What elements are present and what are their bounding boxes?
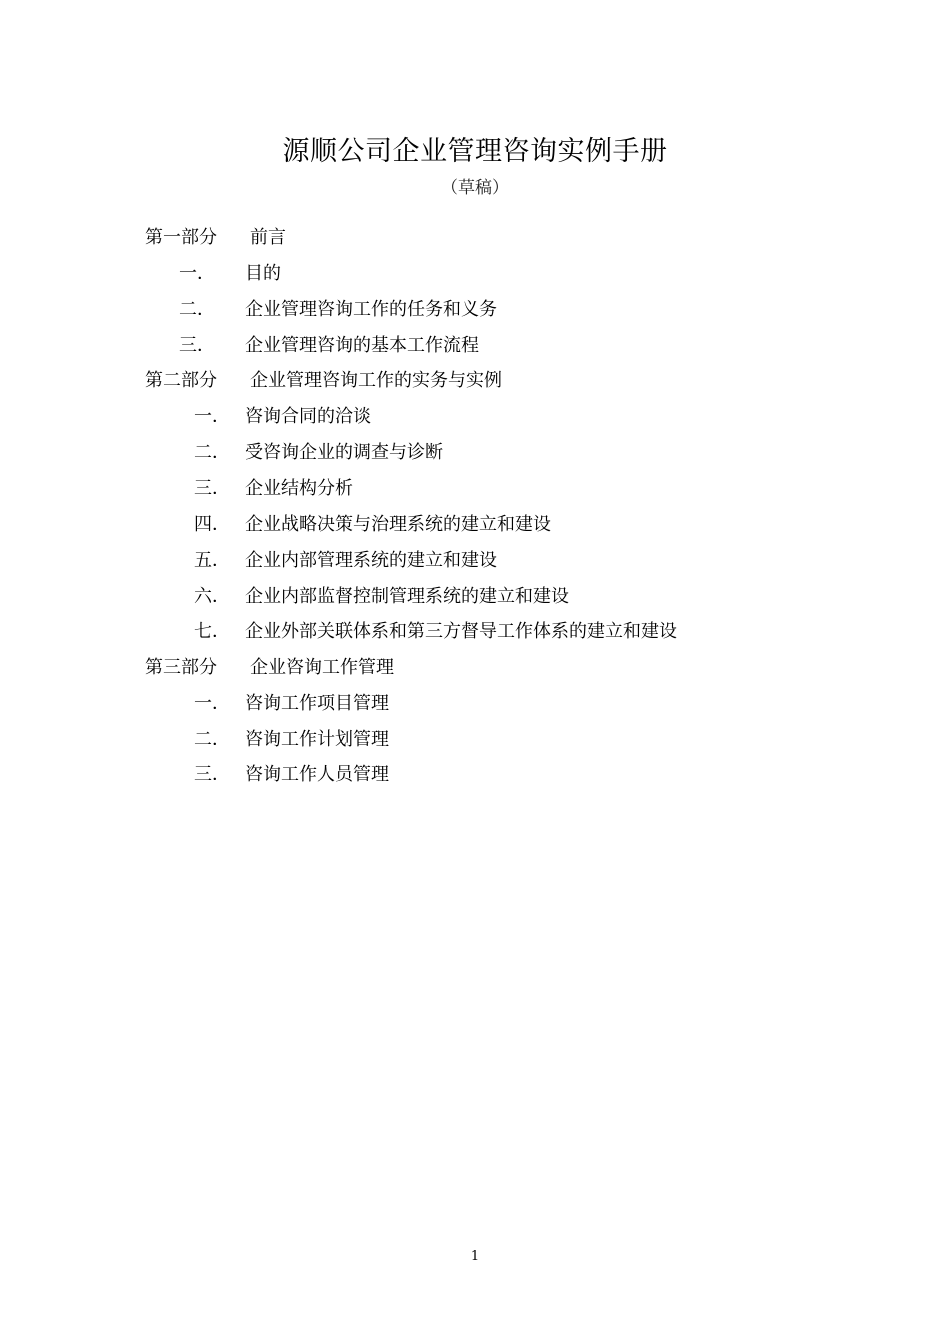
toc-part-title: 企业咨询工作管理 bbox=[250, 657, 394, 678]
document-title: 源顺公司企业管理咨询实例手册 bbox=[282, 136, 668, 167]
toc-part-title: 前言 bbox=[250, 227, 286, 248]
toc-item-number: 一． bbox=[194, 693, 230, 714]
toc-item-number: 三． bbox=[194, 764, 230, 785]
toc-item bbox=[0, 762, 950, 788]
toc-item-text: 受咨询企业的调查与诊断 bbox=[245, 442, 443, 463]
toc-item bbox=[0, 691, 950, 717]
toc-item-text: 企业战略决策与治理系统的建立和建设 bbox=[245, 514, 551, 535]
toc-item bbox=[0, 548, 950, 574]
toc-item-text: 企业结构分析 bbox=[245, 478, 353, 499]
toc-part-label: 第二部分 bbox=[145, 370, 217, 391]
toc-item-text: 企业外部关联体系和第三方督导工作体系的建立和建设 bbox=[245, 621, 677, 642]
toc-item bbox=[0, 440, 950, 466]
toc-item-text: 咨询工作计划管理 bbox=[245, 729, 389, 750]
toc-part-3 bbox=[0, 655, 950, 681]
toc-part-1 bbox=[0, 225, 950, 251]
toc-item-text: 企业管理咨询的基本工作流程 bbox=[245, 335, 479, 356]
toc-item-number: 二． bbox=[194, 442, 230, 463]
toc-item-number: 三． bbox=[194, 478, 230, 499]
toc-item bbox=[0, 619, 950, 645]
toc-item-number: 六． bbox=[194, 586, 230, 607]
toc-item-number: 四． bbox=[194, 514, 230, 535]
toc-item-text: 目的 bbox=[245, 263, 281, 284]
toc-part-label: 第三部分 bbox=[145, 657, 217, 678]
toc-item-number: 一． bbox=[179, 263, 215, 284]
toc-item bbox=[0, 261, 950, 287]
document-subtitle: （草稿） bbox=[441, 178, 509, 198]
toc-item bbox=[0, 727, 950, 753]
toc-item bbox=[0, 333, 950, 359]
toc-item-number: 五． bbox=[194, 550, 230, 571]
toc-part-label: 第一部分 bbox=[145, 227, 217, 248]
toc-item-text: 咨询工作项目管理 bbox=[245, 693, 389, 714]
toc-item-text: 企业管理咨询工作的任务和义务 bbox=[245, 299, 497, 320]
toc-item-text: 咨询工作人员管理 bbox=[245, 764, 389, 785]
toc-item-number: 七． bbox=[194, 621, 230, 642]
toc-item-number: 二． bbox=[194, 729, 230, 750]
toc-item bbox=[0, 584, 950, 610]
toc-part-2 bbox=[0, 368, 950, 394]
toc-item-text: 企业内部管理系统的建立和建设 bbox=[245, 550, 497, 571]
toc-item bbox=[0, 297, 950, 323]
toc-part-title: 企业管理咨询工作的实务与实例 bbox=[250, 370, 502, 391]
toc-item-text: 咨询合同的洽谈 bbox=[245, 406, 371, 427]
toc-item-number: 一． bbox=[194, 406, 230, 427]
toc-item-number: 三． bbox=[179, 335, 215, 356]
toc-item bbox=[0, 404, 950, 430]
toc-item-text: 企业内部监督控制管理系统的建立和建设 bbox=[245, 586, 569, 607]
toc-item bbox=[0, 512, 950, 538]
toc-item-number: 二． bbox=[179, 299, 215, 320]
page-number: 1 bbox=[470, 1249, 480, 1264]
toc-item bbox=[0, 476, 950, 502]
